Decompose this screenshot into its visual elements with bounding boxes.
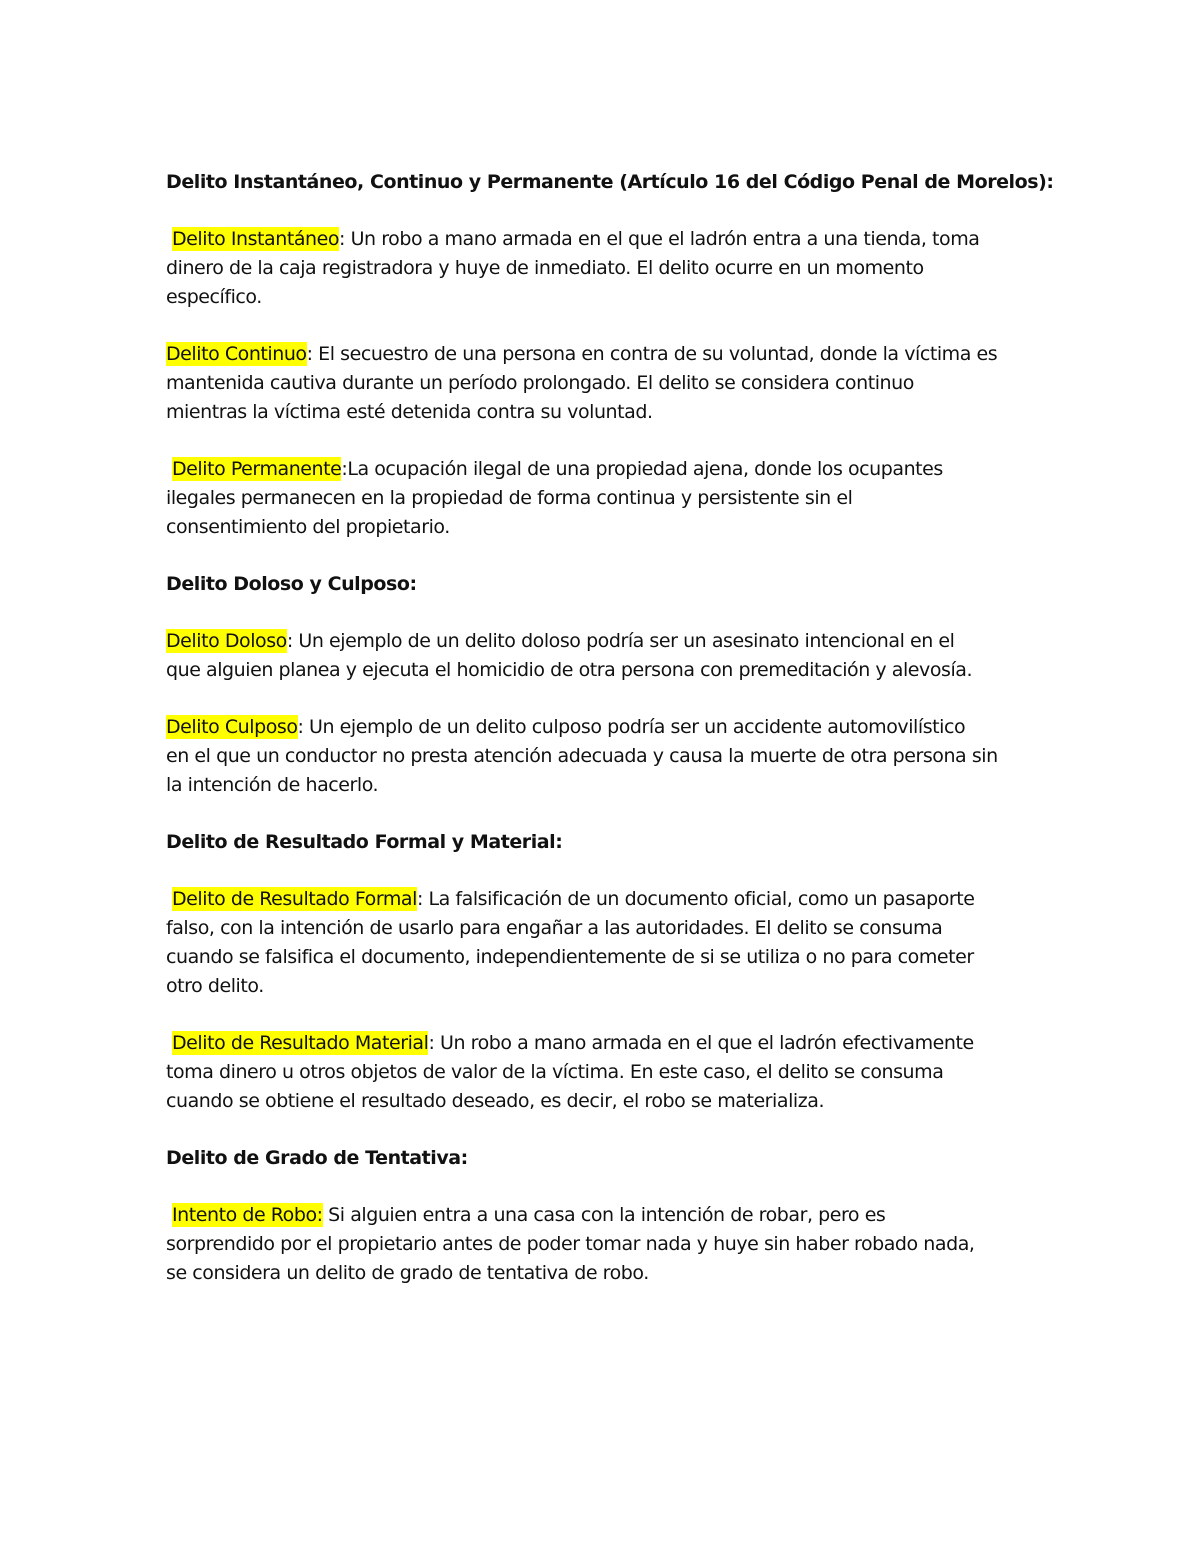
entry-line: mientras la víctima esté detenida contra su voluntad. [166,401,653,423]
section-heading: Delito de Resultado Formal y Material: [166,831,563,853]
entry: Intento de Robo: Si alguien entra a una casa con la intención de robar, pero es sorprendido por el propietario antes de poder tomar nada y huye sin haber robado nada, se considera un delito de grado de tentativa de robo. [166,1201,1046,1288]
entry-line: consentimiento del propietario. [166,516,450,538]
highlighted-term: Delito Permanente [172,458,342,480]
entry: Delito Continuo: El secuestro de una persona en contra de su voluntad, donde la víctima es mantenida cautiva durante un período prolongado. El delito se considera continuo mientras la víctima esté detenida contra su voluntad. [166,340,1046,427]
entry: Delito Culposo: Un ejemplo de un delito culposo podría ser un accidente automovilístico en el que un conductor no presta atención adecuada y causa la muerte de otra persona sin la intención de hacerlo. [166,713,1046,800]
entry-line: cuando se obtiene el resultado deseado, es decir, el robo se materializa. [166,1090,825,1112]
entry: Delito de Resultado Material: Un robo a mano armada en el que el ladrón efectivamente toma dinero u otros objetos de valor de la víctima. En este caso, el delito se consuma cuando se obtiene el resultado deseado, es decir, el robo se materializa. [166,1029,1046,1116]
section-heading: Delito Doloso y Culposo: [166,573,417,595]
entry-line: cuando se falsifica el documento, independientemente de si se utiliza o no para cometer [166,946,974,968]
entry: Delito Instantáneo: Un robo a mano armada en el que el ladrón entra a una tienda, toma dinero de la caja registradora y huye de inmediato. El delito ocurre en un momento específico. [166,225,1046,312]
highlighted-term: Delito Culposo [166,716,298,738]
entry: Delito de Resultado Formal: La falsificación de un documento oficial, como un pasaporte falso, con la intención de usarlo para engañar a las autoridades. El delito se consuma cuando se falsifica el documento, independientemente de si se utiliza o no para cometer otro delito. [166,885,1046,1001]
document-page [166,168,1054,1288]
highlighted-term: Delito Instantáneo [172,228,340,250]
entry: Delito Doloso: Un ejemplo de un delito doloso podría ser un asesinato intencional en el que alguien planea y ejecuta el homicidio de otra persona con premeditación y alevosía. [166,627,1046,685]
entry-line: falso, con la intención de usarlo para engañar a las autoridades. El delito se consuma [166,917,943,939]
entry-line: mantenida cautiva durante un período prolongado. El delito se considera continuo [166,372,914,394]
entry-line: específico. [166,286,262,308]
entry-line: dinero de la caja registradora y huye de inmediato. El delito ocurre en un momento [166,257,924,279]
entry-line: sorprendido por el propietario antes de poder tomar nada y huye sin haber robado nada, [166,1233,975,1255]
entry: Delito Permanente:La ocupación ilegal de una propiedad ajena, donde los ocupantes ilegales permanecen en la propiedad de forma continua y persistente sin el consentimiento del propietario. [166,455,1046,542]
section-heading: Delito Instantáneo, Continuo y Permanente (Artículo 16 del Código Penal de Morelos): [166,171,1054,193]
entry-line: otro delito. [166,975,264,997]
highlighted-term: Delito de Resultado Material [172,1032,429,1054]
entry-line: toma dinero u otros objetos de valor de la víctima. En este caso, el delito se consuma [166,1061,944,1083]
entry-line: en el que un conductor no presta atención adecuada y causa la muerte de otra persona sin [166,745,998,767]
highlighted-term: Delito Continuo [166,343,307,365]
entry-line: que alguien planea y ejecuta el homicidio de otra persona con premeditación y alevosía. [166,659,973,681]
highlighted-term: Delito de Resultado Formal [172,888,417,910]
entry-line: la intención de hacerlo. [166,774,379,796]
section-heading: Delito de Grado de Tentativa: [166,1147,468,1169]
highlighted-term: Intento de Robo: [172,1204,323,1226]
highlighted-term: Delito Doloso [166,630,287,652]
entry-line: ilegales permanecen en la propiedad de forma continua y persistente sin el [166,487,853,509]
entry-line: se considera un delito de grado de tentativa de robo. [166,1262,649,1284]
